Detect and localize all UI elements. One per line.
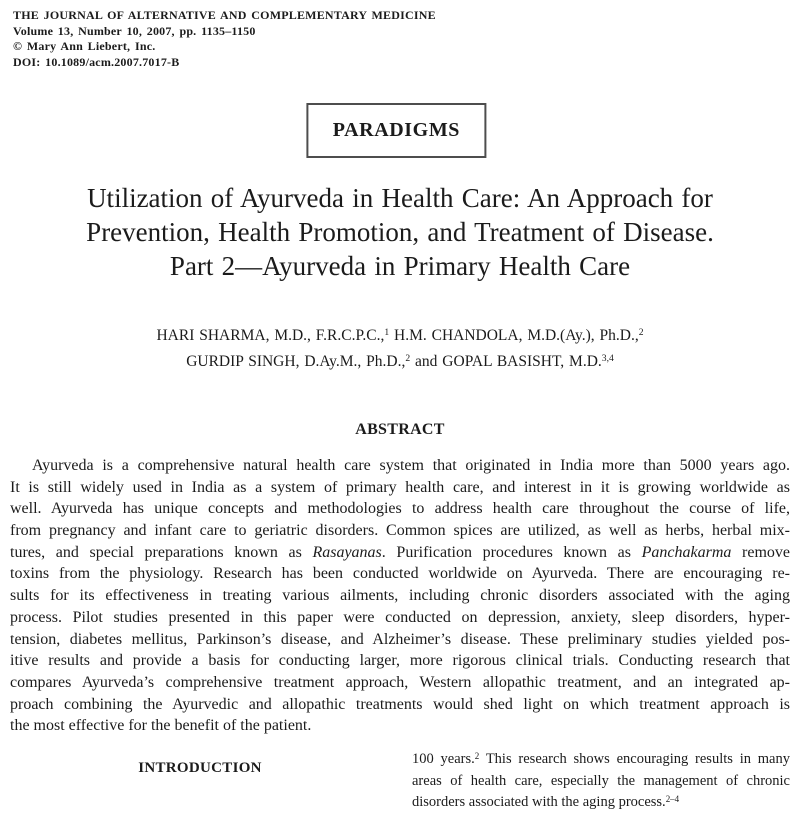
journal-copyright-line: © Mary Ann Liebert, Inc. xyxy=(13,39,156,53)
abstract-text-line: toxins from the physiology. Research has been conducted worldwide on Ayurveda. There are encouraging re- xyxy=(10,565,790,583)
right-column-text-line: areas of health care, especially the management of chronic xyxy=(412,772,790,789)
right-column-text-line: 100 years.$^2$ This research shows encouraging results in many xyxy=(412,750,790,767)
abstract-text-line: compares Ayurveda’s comprehensive treatment approach, Western allopathic treatment, and an integrated ap- xyxy=(10,673,790,691)
right-column-text xyxy=(412,749,790,814)
abstract-text-line: sults for its effectiveness in treating various ailments, including chronic disorders associated with the aging xyxy=(10,587,790,605)
section-badge-label: PARADIGMS xyxy=(332,119,461,141)
abstract-heading: ABSTRACT xyxy=(355,421,445,438)
article-title xyxy=(0,181,800,283)
abstract-text-line: Ayurveda is a comprehensive natural health care system that originated in India more than 5000 years ago. xyxy=(32,457,790,474)
abstract-text-line: proach combining the Ayurvedic and allopathic treatments would shed light on which treatment approach is xyxy=(10,695,790,713)
article-title-line: Utilization of Ayurveda in Health Care: An Approach for xyxy=(87,183,713,213)
journal-masthead xyxy=(13,8,436,70)
abstract-text-line: It is still widely used in India as a system of primary health care, and interest in it is growing worldwide as xyxy=(10,478,790,496)
introduction-heading: INTRODUCTION xyxy=(138,760,262,776)
abstract-text-line: itive results and provide a basis for conducting larger, more rigorous clinical trials. Conducting research that xyxy=(10,652,790,670)
journal-doi-line: DOI: 10.1089/acm.2007.7017-B xyxy=(13,54,180,69)
abstract-text xyxy=(10,455,790,737)
article-authors-line: HARI SHARMA, M.D., F.R.C.P.C.,$^1$ H.M. CHANDOLA, M.D.(Ay.), Ph.D.,$^2$ xyxy=(156,327,644,344)
article-title-line: Part 2—Ayurveda in Primary Health Care xyxy=(169,251,631,281)
abstract-text-line: from pregnancy and infant care to geriatric disorders. Common spices are utilized, as well as herbs, herbal mix- xyxy=(10,522,790,540)
abstract-text-line: tension, diabetes mellitus, Parkinson’s disease, and Alzheimer’s disease. These preliminary studies yielded pos- xyxy=(10,630,790,648)
section-badge-box xyxy=(306,103,486,158)
article-authors-line: GURDIP SINGH, D.Ay.M., Ph.D.,$^2$ and GOPAL BASISHT, M.D.$^{3,4}$ xyxy=(186,353,614,370)
article-title-line: Prevention, Health Promotion, and Treatment of Disease. xyxy=(86,217,714,247)
journal-volume-line: Volume 13, Number 10, 2007, pp. 1135–1150 xyxy=(13,23,256,38)
article-authors xyxy=(0,323,800,375)
abstract-text-line: process. Pilot studies presented in this paper were conducted on depression, anxiety, sleep disorders, hyper- xyxy=(10,608,790,626)
abstract-text-line: tures, and special preparations known as Rasayanas. Purification procedures known as Panchakarma remove xyxy=(10,543,790,561)
journal-name: THE JOURNAL OF ALTERNATIVE AND COMPLEMENTARY MEDICINE xyxy=(13,8,436,22)
abstract-text-line: the most effective for the benefit of the patient. xyxy=(10,717,312,735)
abstract-text-line: well. Ayurveda has unique concepts and methodologies to address health care throughout the course of life, xyxy=(10,500,790,518)
right-column-text-line: disorders associated with the aging process.$^{2-4}$ xyxy=(412,793,680,810)
